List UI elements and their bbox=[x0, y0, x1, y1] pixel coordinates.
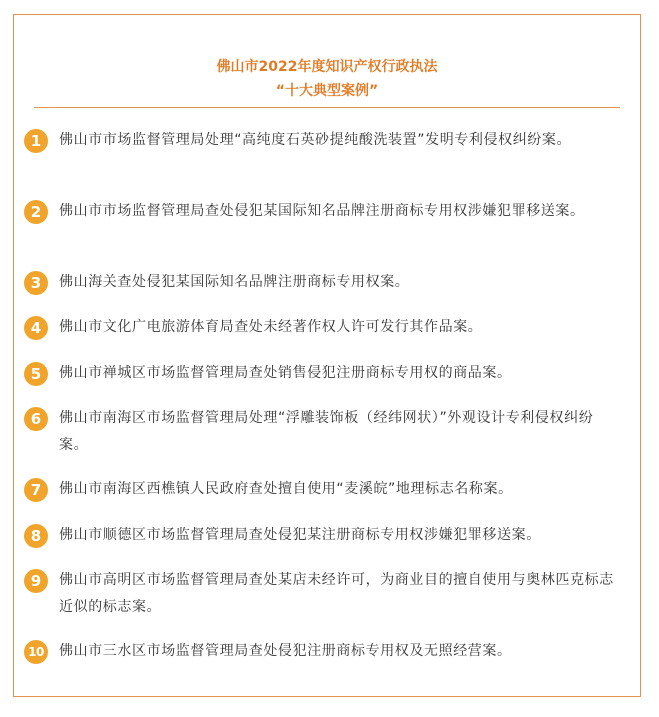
number-badge: 9 bbox=[24, 569, 48, 593]
number-badge: 5 bbox=[24, 362, 48, 386]
list-item-text: 佛山市南海区市场监督管理局处理“浮雕装饰板（经纬网状）”外观设计专利侵权纠纷案。 bbox=[59, 410, 594, 453]
number-badge: 6 bbox=[24, 407, 48, 431]
title-line-2: “十大典型案例” bbox=[275, 83, 379, 99]
number-badge: 1 bbox=[24, 129, 48, 153]
number-badge: 2 bbox=[24, 200, 48, 224]
list-item-text: 佛山市市场监督管理局处理“高纯度石英砂提纯酸洗装置”发明专利侵权纠纷案。 bbox=[59, 132, 572, 148]
title-line-1: 佛山市2022年度知识产权行政执法 bbox=[216, 59, 438, 75]
page-title bbox=[14, 55, 640, 103]
list-item-text: 佛山市市场监督管理局查处侵犯某国际知名品牌注册商标专用权涉嫌犯罪移送案。 bbox=[59, 203, 585, 219]
title-divider bbox=[34, 107, 620, 108]
list-item-text: 佛山海关查处侵犯某国际知名品牌注册商标专用权案。 bbox=[59, 274, 410, 290]
list-item-text: 佛山市顺德区市场监督管理局查处侵犯某注册商标专用权涉嫌犯罪移送案。 bbox=[59, 527, 541, 543]
number-badge: 8 bbox=[24, 524, 48, 548]
list-item-text: 佛山市南海区西樵镇人民政府查处擅自使用“麦溪皖”地理标志名称案。 bbox=[59, 481, 513, 497]
list-item-text: 佛山市高明区市场监督管理局查处某店未经许可，为商业目的擅自使用与奥林匹克标志近似的标志案。 bbox=[59, 572, 614, 615]
list-item-text: 佛山市禅城区市场监督管理局查处销售侵犯注册商标专用权的商品案。 bbox=[59, 365, 512, 381]
number-badge: 7 bbox=[24, 478, 48, 502]
number-badge: 3 bbox=[24, 271, 48, 295]
number-badge: 10 bbox=[24, 640, 48, 664]
list-item-text: 佛山市三水区市场监督管理局查处侵犯注册商标专用权及无照经营案。 bbox=[59, 643, 512, 659]
list-item-text: 佛山市文化广电旅游体育局查处未经著作权人许可发行其作品案。 bbox=[59, 319, 483, 335]
number-badge: 4 bbox=[24, 316, 48, 340]
